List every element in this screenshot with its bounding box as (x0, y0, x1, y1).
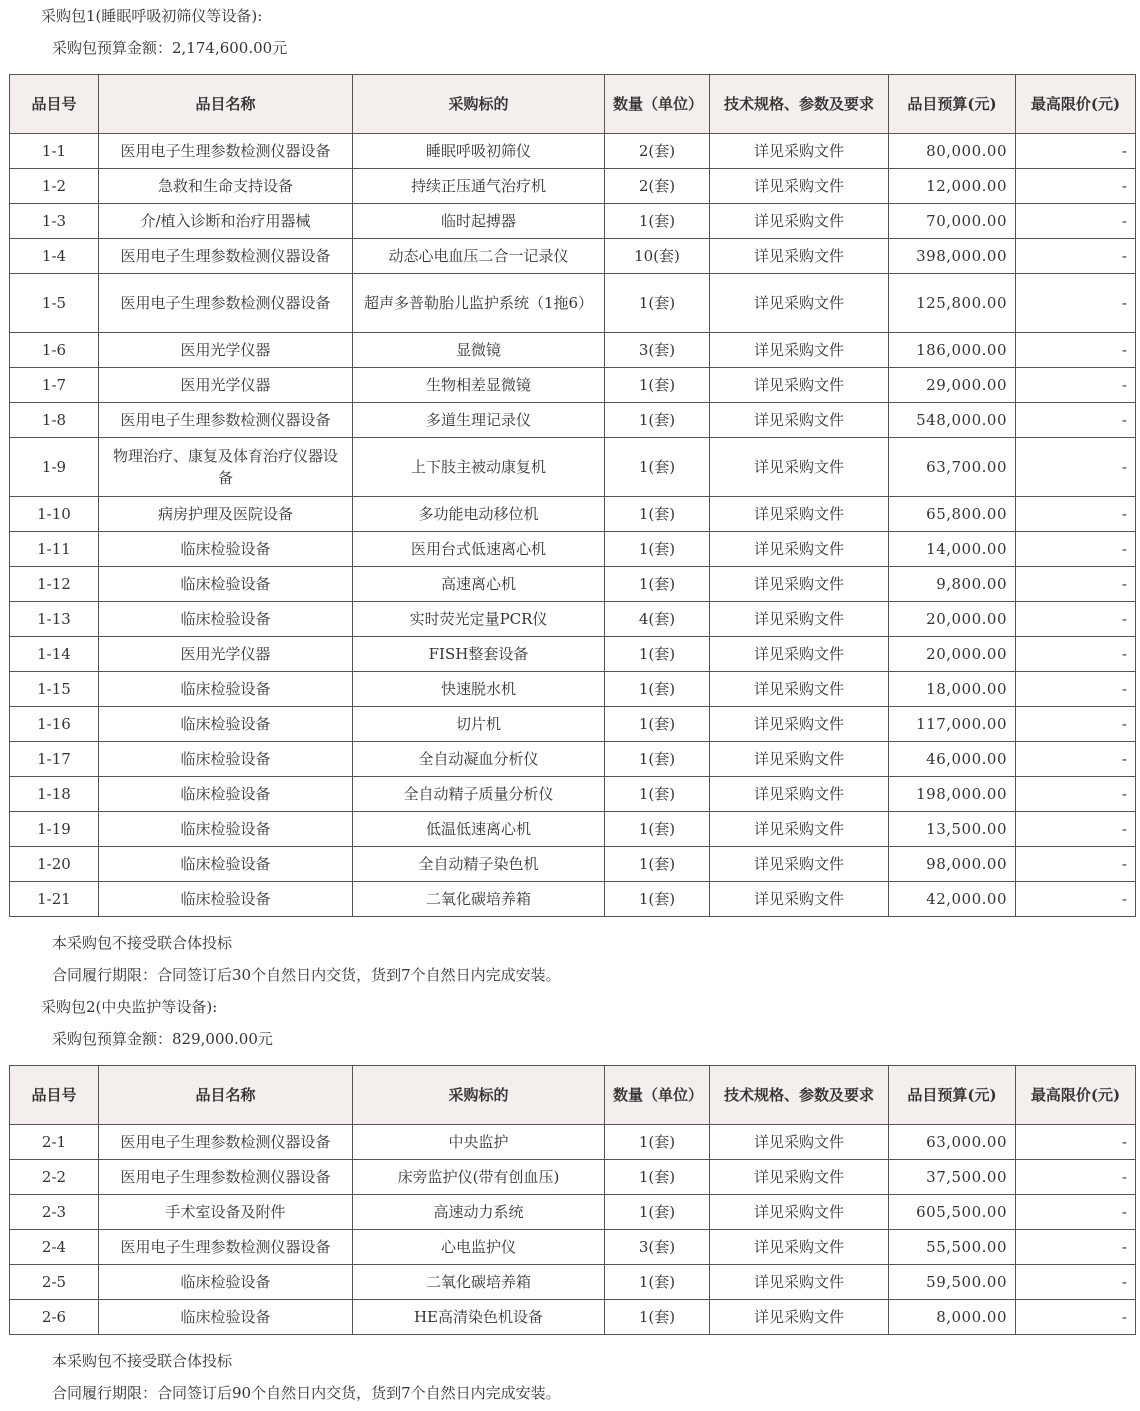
cell-budget: 98,000.00 (889, 847, 1016, 882)
table-row (10, 777, 1136, 812)
cell-item-no: 2-4 (10, 1230, 99, 1265)
table-row (10, 882, 1136, 917)
cell-max-price: - (1016, 882, 1136, 917)
cell-target: 二氧化碳培养箱 (353, 1265, 605, 1300)
cell-item-no: 2-6 (10, 1300, 99, 1335)
cell-max-price: - (1016, 532, 1136, 567)
cell-max-price: - (1016, 274, 1136, 333)
cell-item-no: 1-4 (10, 239, 99, 274)
package2-note-consortium: 本采购包不接受联合体投标 (52, 1352, 233, 1370)
cell-item-name: 临床检验设备 (99, 812, 353, 847)
package1-budget: 采购包预算金额：2,174,600.00元 (52, 39, 288, 57)
table-row (10, 602, 1136, 637)
table-header-row (10, 1066, 1136, 1125)
table-row (10, 333, 1136, 368)
cell-spec: 详见采购文件 (710, 239, 889, 274)
table-row (10, 707, 1136, 742)
cell-quantity: 2(套) (605, 169, 710, 204)
table-row (10, 169, 1136, 204)
table-row (10, 274, 1136, 333)
package1-table (9, 74, 1136, 917)
table-row (10, 1230, 1136, 1265)
cell-quantity: 2(套) (605, 134, 710, 169)
cell-item-name: 临床检验设备 (99, 532, 353, 567)
cell-max-price: - (1016, 1230, 1136, 1265)
table-row (10, 497, 1136, 532)
cell-spec: 详见采购文件 (710, 1125, 889, 1160)
table-header-row (10, 75, 1136, 134)
cell-spec: 详见采购文件 (710, 1195, 889, 1230)
cell-budget: 117,000.00 (889, 707, 1016, 742)
cell-spec: 详见采购文件 (710, 438, 889, 497)
cell-item-name: 临床检验设备 (99, 777, 353, 812)
header-item-no: 品目号 (10, 75, 99, 134)
cell-spec: 详见采购文件 (710, 812, 889, 847)
cell-quantity: 1(套) (605, 847, 710, 882)
cell-budget: 8,000.00 (889, 1300, 1016, 1335)
cell-target: 生物相差显微镜 (353, 368, 605, 403)
cell-spec: 详见采购文件 (710, 1265, 889, 1300)
cell-target: 全自动精子质量分析仪 (353, 777, 605, 812)
cell-spec: 详见采购文件 (710, 1300, 889, 1335)
cell-quantity: 1(套) (605, 672, 710, 707)
cell-item-no: 1-9 (10, 438, 99, 497)
cell-max-price: - (1016, 134, 1136, 169)
cell-max-price: - (1016, 438, 1136, 497)
cell-budget: 63,000.00 (889, 1125, 1016, 1160)
cell-item-no: 1-18 (10, 777, 99, 812)
cell-target: 上下肢主被动康复机 (353, 438, 605, 497)
cell-spec: 详见采购文件 (710, 672, 889, 707)
cell-item-name: 临床检验设备 (99, 672, 353, 707)
cell-max-price: - (1016, 1160, 1136, 1195)
header-item-no: 品目号 (10, 1066, 99, 1125)
header-max-price: 最高限价(元) (1016, 1066, 1136, 1125)
cell-budget: 18,000.00 (889, 672, 1016, 707)
cell-max-price: - (1016, 777, 1136, 812)
cell-spec: 详见采购文件 (710, 707, 889, 742)
cell-max-price: - (1016, 602, 1136, 637)
cell-item-name: 急救和生命支持设备 (99, 169, 353, 204)
cell-item-no: 1-2 (10, 169, 99, 204)
cell-spec: 详见采购文件 (710, 602, 889, 637)
cell-item-name: 医用电子生理参数检测仪器设备 (99, 239, 353, 274)
cell-budget: 29,000.00 (889, 368, 1016, 403)
package2-table (9, 1065, 1136, 1335)
cell-item-name: 医用光学仪器 (99, 637, 353, 672)
cell-target: 超声多普勒胎儿监护系统（1拖6） (353, 274, 605, 333)
cell-max-price: - (1016, 1265, 1136, 1300)
table-row (10, 567, 1136, 602)
cell-target: 中央监护 (353, 1125, 605, 1160)
cell-item-name: 临床检验设备 (99, 742, 353, 777)
cell-target: 睡眠呼吸初筛仪 (353, 134, 605, 169)
table-row (10, 1300, 1136, 1335)
cell-item-no: 2-1 (10, 1125, 99, 1160)
package1-table-body (10, 134, 1136, 917)
table-row (10, 1265, 1136, 1300)
cell-max-price: - (1016, 239, 1136, 274)
cell-item-no: 1-16 (10, 707, 99, 742)
cell-item-no: 1-10 (10, 497, 99, 532)
cell-spec: 详见采购文件 (710, 637, 889, 672)
table-row (10, 532, 1136, 567)
cell-quantity: 4(套) (605, 602, 710, 637)
cell-quantity: 1(套) (605, 368, 710, 403)
table-row (10, 403, 1136, 438)
cell-item-no: 1-6 (10, 333, 99, 368)
cell-item-name: 医用电子生理参数检测仪器设备 (99, 403, 353, 438)
cell-item-name: 医用光学仪器 (99, 368, 353, 403)
cell-item-name: 医用电子生理参数检测仪器设备 (99, 134, 353, 169)
cell-max-price: - (1016, 403, 1136, 438)
table-row (10, 847, 1136, 882)
table-row (10, 1160, 1136, 1195)
header-max-price: 最高限价(元) (1016, 75, 1136, 134)
cell-target: 快速脱水机 (353, 672, 605, 707)
table-row (10, 239, 1136, 274)
cell-item-no: 2-3 (10, 1195, 99, 1230)
cell-max-price: - (1016, 368, 1136, 403)
cell-quantity: 1(套) (605, 882, 710, 917)
cell-target: 高速动力系统 (353, 1195, 605, 1230)
cell-quantity: 1(套) (605, 1300, 710, 1335)
cell-item-name: 临床检验设备 (99, 847, 353, 882)
cell-target: 切片机 (353, 707, 605, 742)
cell-spec: 详见采购文件 (710, 134, 889, 169)
cell-spec: 详见采购文件 (710, 274, 889, 333)
cell-item-no: 2-5 (10, 1265, 99, 1300)
package1-title: 采购包1(睡眠呼吸初筛仪等设备): (41, 7, 263, 25)
cell-quantity: 1(套) (605, 567, 710, 602)
cell-item-no: 1-19 (10, 812, 99, 847)
cell-max-price: - (1016, 847, 1136, 882)
cell-target: 二氧化碳培养箱 (353, 882, 605, 917)
cell-item-no: 1-15 (10, 672, 99, 707)
cell-quantity: 1(套) (605, 438, 710, 497)
header-target: 采购标的 (353, 75, 605, 134)
cell-target: 显微镜 (353, 333, 605, 368)
cell-budget: 42,000.00 (889, 882, 1016, 917)
cell-item-name: 医用电子生理参数检测仪器设备 (99, 1230, 353, 1265)
table-row (10, 637, 1136, 672)
cell-target: 全自动精子染色机 (353, 847, 605, 882)
cell-budget: 12,000.00 (889, 169, 1016, 204)
cell-quantity: 1(套) (605, 812, 710, 847)
cell-item-no: 1-1 (10, 134, 99, 169)
package1-note-term: 合同履行期限：合同签订后30个自然日内交货，货到7个自然日内完成安装。 (52, 966, 561, 984)
cell-target: 高速离心机 (353, 567, 605, 602)
cell-target: 临时起搏器 (353, 204, 605, 239)
package1-note-consortium: 本采购包不接受联合体投标 (52, 934, 233, 952)
cell-item-name: 物理治疗、康复及体育治疗仪器设备 (99, 438, 353, 497)
cell-item-name: 医用光学仪器 (99, 333, 353, 368)
cell-quantity: 1(套) (605, 204, 710, 239)
cell-quantity: 1(套) (605, 707, 710, 742)
cell-target: 持续正压通气治疗机 (353, 169, 605, 204)
cell-item-no: 1-17 (10, 742, 99, 777)
cell-quantity: 1(套) (605, 637, 710, 672)
cell-item-name: 手术室设备及附件 (99, 1195, 353, 1230)
cell-target: 全自动凝血分析仪 (353, 742, 605, 777)
cell-spec: 详见采购文件 (710, 847, 889, 882)
cell-spec: 详见采购文件 (710, 882, 889, 917)
table-row (10, 204, 1136, 239)
cell-quantity: 1(套) (605, 742, 710, 777)
cell-quantity: 1(套) (605, 777, 710, 812)
cell-spec: 详见采购文件 (710, 403, 889, 438)
cell-max-price: - (1016, 707, 1136, 742)
cell-spec: 详见采购文件 (710, 1160, 889, 1195)
cell-item-name: 临床检验设备 (99, 707, 353, 742)
cell-budget: 20,000.00 (889, 602, 1016, 637)
cell-budget: 46,000.00 (889, 742, 1016, 777)
header-item-name: 品目名称 (99, 75, 353, 134)
cell-quantity: 1(套) (605, 1195, 710, 1230)
cell-item-no: 1-7 (10, 368, 99, 403)
cell-item-no: 1-5 (10, 274, 99, 333)
cell-target: 多功能电动移位机 (353, 497, 605, 532)
cell-item-no: 1-11 (10, 532, 99, 567)
package2-note-term: 合同履行期限：合同签订后90个自然日内交货，货到7个自然日内完成安装。 (52, 1384, 561, 1402)
table-row (10, 368, 1136, 403)
cell-quantity: 1(套) (605, 1160, 710, 1195)
cell-max-price: - (1016, 742, 1136, 777)
cell-item-no: 1-20 (10, 847, 99, 882)
cell-item-no: 1-13 (10, 602, 99, 637)
cell-max-price: - (1016, 169, 1136, 204)
table-row (10, 1195, 1136, 1230)
cell-max-price: - (1016, 333, 1136, 368)
table-row (10, 134, 1136, 169)
cell-quantity: 1(套) (605, 497, 710, 532)
cell-budget: 605,500.00 (889, 1195, 1016, 1230)
cell-item-name: 临床检验设备 (99, 602, 353, 637)
cell-spec: 详见采购文件 (710, 532, 889, 567)
cell-budget: 13,500.00 (889, 812, 1016, 847)
cell-spec: 详见采购文件 (710, 497, 889, 532)
package2-table-body (10, 1125, 1136, 1335)
cell-budget: 80,000.00 (889, 134, 1016, 169)
header-quantity: 数量（单位） (605, 75, 710, 134)
cell-max-price: - (1016, 204, 1136, 239)
cell-target: 床旁监护仪(带有创血压) (353, 1160, 605, 1195)
cell-item-no: 1-8 (10, 403, 99, 438)
header-quantity: 数量（单位） (605, 1066, 710, 1125)
cell-spec: 详见采购文件 (710, 567, 889, 602)
cell-budget: 198,000.00 (889, 777, 1016, 812)
cell-budget: 65,800.00 (889, 497, 1016, 532)
cell-target: 医用台式低速离心机 (353, 532, 605, 567)
cell-spec: 详见采购文件 (710, 742, 889, 777)
cell-budget: 59,500.00 (889, 1265, 1016, 1300)
cell-budget: 186,000.00 (889, 333, 1016, 368)
cell-target: HE高清染色机设备 (353, 1300, 605, 1335)
cell-item-name: 介/植入诊断和治疗用器械 (99, 204, 353, 239)
cell-spec: 详见采购文件 (710, 169, 889, 204)
cell-budget: 63,700.00 (889, 438, 1016, 497)
cell-quantity: 1(套) (605, 403, 710, 438)
cell-budget: 125,800.00 (889, 274, 1016, 333)
table-row (10, 438, 1136, 497)
table-row (10, 672, 1136, 707)
cell-quantity: 1(套) (605, 274, 710, 333)
cell-budget: 14,000.00 (889, 532, 1016, 567)
cell-item-no: 1-3 (10, 204, 99, 239)
cell-spec: 详见采购文件 (710, 777, 889, 812)
header-spec: 技术规格、参数及要求 (710, 1066, 889, 1125)
cell-target: 多道生理记录仪 (353, 403, 605, 438)
cell-budget: 20,000.00 (889, 637, 1016, 672)
cell-max-price: - (1016, 1300, 1136, 1335)
cell-spec: 详见采购文件 (710, 333, 889, 368)
cell-item-name: 医用电子生理参数检测仪器设备 (99, 274, 353, 333)
cell-item-name: 临床检验设备 (99, 882, 353, 917)
header-budget: 品目预算(元) (889, 1066, 1016, 1125)
cell-item-name: 医用电子生理参数检测仪器设备 (99, 1160, 353, 1195)
cell-target: 心电监护仪 (353, 1230, 605, 1265)
cell-max-price: - (1016, 497, 1136, 532)
cell-item-name: 临床检验设备 (99, 1265, 353, 1300)
cell-item-name: 医用电子生理参数检测仪器设备 (99, 1125, 353, 1160)
cell-item-name: 病房护理及医院设备 (99, 497, 353, 532)
package2-budget: 采购包预算金额：829,000.00元 (52, 1030, 273, 1048)
table-row (10, 812, 1136, 847)
cell-budget: 70,000.00 (889, 204, 1016, 239)
cell-quantity: 3(套) (605, 333, 710, 368)
cell-max-price: - (1016, 1125, 1136, 1160)
cell-quantity: 3(套) (605, 1230, 710, 1265)
cell-max-price: - (1016, 1195, 1136, 1230)
cell-spec: 详见采购文件 (710, 368, 889, 403)
cell-quantity: 1(套) (605, 1125, 710, 1160)
cell-item-name: 临床检验设备 (99, 1300, 353, 1335)
cell-quantity: 1(套) (605, 1265, 710, 1300)
cell-max-price: - (1016, 637, 1136, 672)
cell-target: 低温低速离心机 (353, 812, 605, 847)
header-target: 采购标的 (353, 1066, 605, 1125)
cell-max-price: - (1016, 672, 1136, 707)
cell-item-no: 1-12 (10, 567, 99, 602)
cell-quantity: 10(套) (605, 239, 710, 274)
cell-item-no: 1-14 (10, 637, 99, 672)
header-item-name: 品目名称 (99, 1066, 353, 1125)
cell-budget: 9,800.00 (889, 567, 1016, 602)
cell-spec: 详见采购文件 (710, 1230, 889, 1265)
table-row (10, 1125, 1136, 1160)
cell-budget: 55,500.00 (889, 1230, 1016, 1265)
cell-target: FISH整套设备 (353, 637, 605, 672)
header-spec: 技术规格、参数及要求 (710, 75, 889, 134)
cell-item-no: 1-21 (10, 882, 99, 917)
table-row (10, 742, 1136, 777)
cell-target: 实时荧光定量PCR仪 (353, 602, 605, 637)
cell-budget: 398,000.00 (889, 239, 1016, 274)
cell-item-no: 2-2 (10, 1160, 99, 1195)
cell-item-name: 临床检验设备 (99, 567, 353, 602)
cell-budget: 37,500.00 (889, 1160, 1016, 1195)
cell-quantity: 1(套) (605, 532, 710, 567)
cell-max-price: - (1016, 567, 1136, 602)
header-budget: 品目预算(元) (889, 75, 1016, 134)
package2-title: 采购包2(中央监护等设备): (41, 998, 218, 1016)
cell-spec: 详见采购文件 (710, 204, 889, 239)
cell-target: 动态心电血压二合一记录仪 (353, 239, 605, 274)
cell-max-price: - (1016, 812, 1136, 847)
cell-budget: 548,000.00 (889, 403, 1016, 438)
